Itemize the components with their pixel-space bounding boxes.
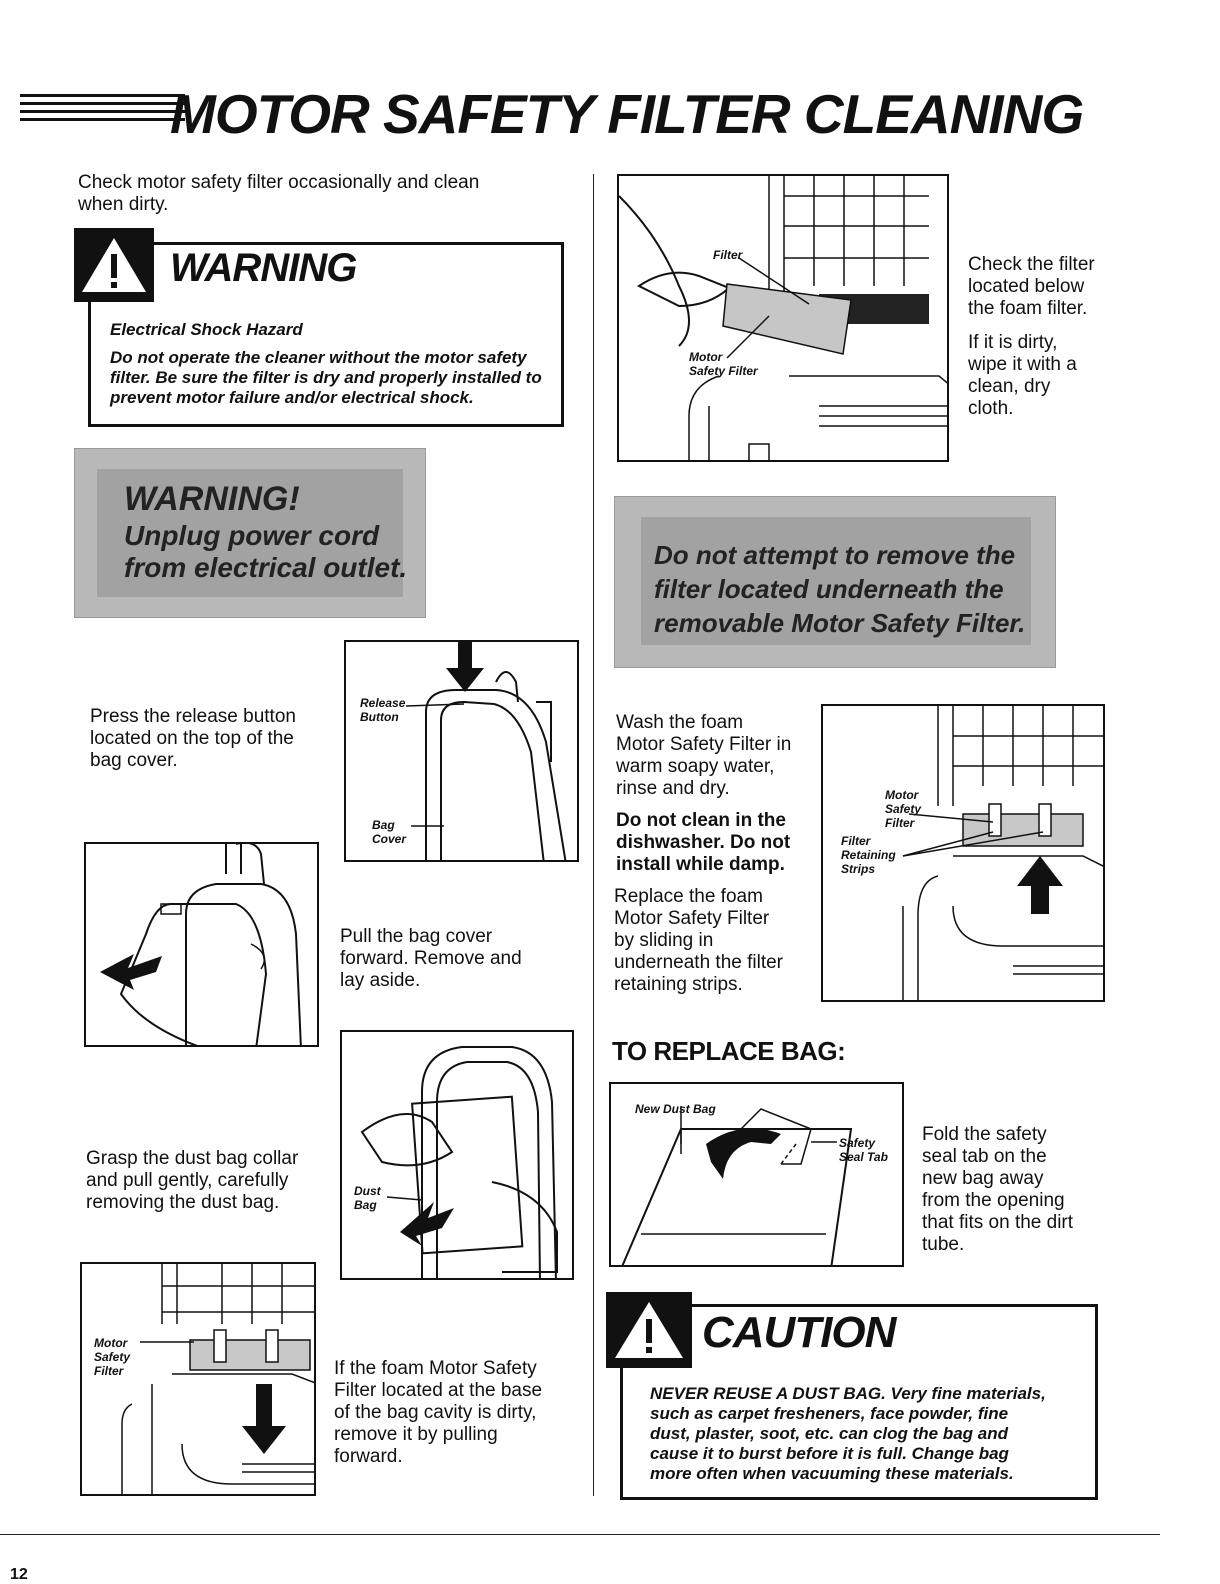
- column-divider: [593, 174, 594, 1496]
- label-line: Safety Filter: [689, 364, 758, 378]
- caution-line: NEVER REUSE A DUST BAG. Very fine materials,: [650, 1384, 1046, 1403]
- plaque-line: Do not attempt to remove the: [654, 540, 1016, 570]
- step-line: Replace the foam: [614, 886, 763, 907]
- step-line: warm soapy water,: [616, 756, 775, 777]
- step-line: Motor Safety Filter in: [616, 734, 792, 755]
- pull-cover-illustration: [84, 842, 319, 1047]
- step-line: forward.: [334, 1446, 403, 1467]
- step-line: seal tab on the: [922, 1146, 1047, 1167]
- release-button-label: [360, 696, 405, 724]
- step-release-text: [90, 706, 296, 772]
- plaque-line: Unplug power cord: [124, 520, 380, 551]
- step-line: install while damp.: [616, 854, 785, 875]
- label-line: Filter: [885, 816, 915, 830]
- motor-safety-filter-label-left: [94, 1336, 130, 1378]
- new-bag-illustration: [609, 1082, 904, 1267]
- caution-heading: CAUTION: [702, 1308, 896, 1357]
- caution-line: cause it to burst before it is full. Change bag: [650, 1444, 1009, 1463]
- step-line: located on the top of the: [90, 728, 294, 749]
- label-line: Bag: [372, 818, 395, 832]
- warning-line: prevent motor failure and/or electrical shock.: [110, 388, 474, 407]
- step-line: underneath the filter: [614, 952, 784, 973]
- warning-icon: [74, 228, 154, 302]
- step-wash-text: [616, 712, 791, 800]
- intro-line: when dirty.: [78, 194, 169, 215]
- step-check-filter-text: [968, 254, 1095, 320]
- step-line: clean, dry: [968, 376, 1051, 397]
- step-foam-dirty-text: [334, 1358, 542, 1468]
- filter-retaining-strips-label: [841, 834, 896, 876]
- intro-line: Check motor safety filter occasionally and clean: [78, 172, 480, 193]
- bag-cover-label: [372, 818, 406, 846]
- label-line: Safety: [94, 1350, 131, 1364]
- step-line: Check the filter: [968, 254, 1095, 275]
- page-number: 12: [10, 1566, 28, 1583]
- filter-label: Filter: [713, 248, 743, 262]
- label-line: Bag: [354, 1198, 377, 1212]
- label-line: Filter: [841, 834, 871, 848]
- step-line: tube.: [922, 1234, 965, 1255]
- caution-line: such as carpet fresheners, face powder, fine: [650, 1404, 1009, 1423]
- label-line: Motor: [885, 788, 919, 802]
- plaque-line: filter located underneath the: [654, 574, 1004, 604]
- check-filter-illustration: [617, 174, 949, 462]
- warning-body: [110, 348, 542, 408]
- step-line: dishwasher. Do not: [616, 832, 791, 853]
- step-line: and pull gently, carefully: [86, 1170, 289, 1191]
- do-not-remove-text: [654, 538, 1025, 640]
- label-line: Motor: [94, 1336, 128, 1350]
- plaque-line: from electrical outlet.: [124, 552, 408, 583]
- label-line: Retaining: [841, 848, 896, 862]
- caution-icon: [606, 1292, 692, 1368]
- step-line: Wash the foam: [616, 712, 744, 733]
- warning-line: filter. Be sure the filter is dry and properly installed to: [110, 368, 542, 387]
- step-line: Pull the bag cover: [340, 926, 493, 947]
- warning-heading: WARNING: [170, 246, 357, 290]
- step-line: retaining strips.: [614, 974, 743, 995]
- step-line: the foam filter.: [968, 298, 1088, 319]
- step-pull-cover-text: [340, 926, 522, 992]
- replace-filter-illustration: [821, 704, 1105, 1002]
- label-line: Safety: [839, 1136, 876, 1150]
- unplug-text: [124, 520, 407, 584]
- step-line: of the bag cavity is dirty,: [334, 1402, 537, 1423]
- step-line: Press the release button: [90, 706, 296, 727]
- foam-filter-illustration: [80, 1262, 316, 1496]
- motor-safety-filter-label-top: [689, 350, 758, 378]
- step-line: lay aside.: [340, 970, 421, 991]
- intro-text: [78, 172, 479, 216]
- step-line: Motor Safety Filter: [614, 908, 770, 929]
- safety-seal-tab-label: [839, 1136, 888, 1164]
- caution-body: [650, 1384, 1046, 1484]
- step-line: that fits on the dirt: [922, 1212, 1074, 1233]
- step-wash-warning: [616, 810, 790, 876]
- step-line: by sliding in: [614, 930, 714, 951]
- step-fold-tab-text: [922, 1124, 1073, 1256]
- step-line: Grasp the dust bag collar: [86, 1148, 299, 1169]
- step-line: rinse and dry.: [616, 778, 730, 799]
- label-line: Cover: [372, 832, 407, 846]
- motor-safety-filter-label-right: [885, 788, 921, 830]
- label-line: Seal Tab: [839, 1150, 888, 1164]
- step-wipe-text: [968, 332, 1077, 420]
- label-line: Strips: [841, 862, 876, 876]
- warning-line: Do not operate the cleaner without the motor safety: [110, 348, 527, 367]
- label-line: Safety: [885, 802, 922, 816]
- unplug-heading: WARNING!: [124, 480, 300, 518]
- step-line: bag cover.: [90, 750, 178, 771]
- step-line: located below: [968, 276, 1085, 297]
- remove-bag-illustration: [340, 1030, 574, 1280]
- page-title: MOTOR SAFETY FILTER CLEANING: [170, 83, 1084, 145]
- caution-line: dust, plaster, soot, etc. can clog the bag and: [650, 1424, 1009, 1443]
- step-line: Fold the safety: [922, 1124, 1047, 1145]
- dust-bag-label: [354, 1184, 381, 1212]
- step-line: Filter located at the base: [334, 1380, 543, 1401]
- step-line: Do not clean in the: [616, 810, 786, 831]
- step-replace-foam-text: [614, 886, 783, 996]
- label-line: Filter: [94, 1364, 124, 1378]
- label-line: Release: [360, 696, 406, 710]
- step-line: removing the dust bag.: [86, 1192, 280, 1213]
- step-line: forward. Remove and: [340, 948, 522, 969]
- plaque-line: removable Motor Safety Filter.: [654, 608, 1026, 638]
- warning-hazard: Electrical Shock Hazard: [110, 320, 303, 339]
- step-line: from the opening: [922, 1190, 1065, 1211]
- step-line: cloth.: [968, 398, 1014, 419]
- title-rule-lines: [20, 92, 185, 126]
- label-line: Dust: [354, 1184, 381, 1198]
- step-line: If it is dirty,: [968, 332, 1058, 353]
- replace-bag-heading: TO REPLACE BAG:: [612, 1036, 846, 1066]
- caution-line: more often when vacuuming these materials.: [650, 1464, 1014, 1483]
- step-line: remove it by pulling: [334, 1424, 498, 1445]
- footer-rule: [0, 1534, 1160, 1535]
- step-line: If the foam Motor Safety: [334, 1358, 537, 1379]
- label-line: Motor: [689, 350, 723, 364]
- step-line: wipe it with a: [968, 354, 1077, 375]
- label-line: Button: [360, 710, 399, 724]
- step-grasp-bag-text: [86, 1148, 298, 1214]
- step-line: new bag away: [922, 1168, 1044, 1189]
- release-button-illustration: [344, 640, 579, 862]
- new-dust-bag-label: New Dust Bag: [635, 1102, 716, 1116]
